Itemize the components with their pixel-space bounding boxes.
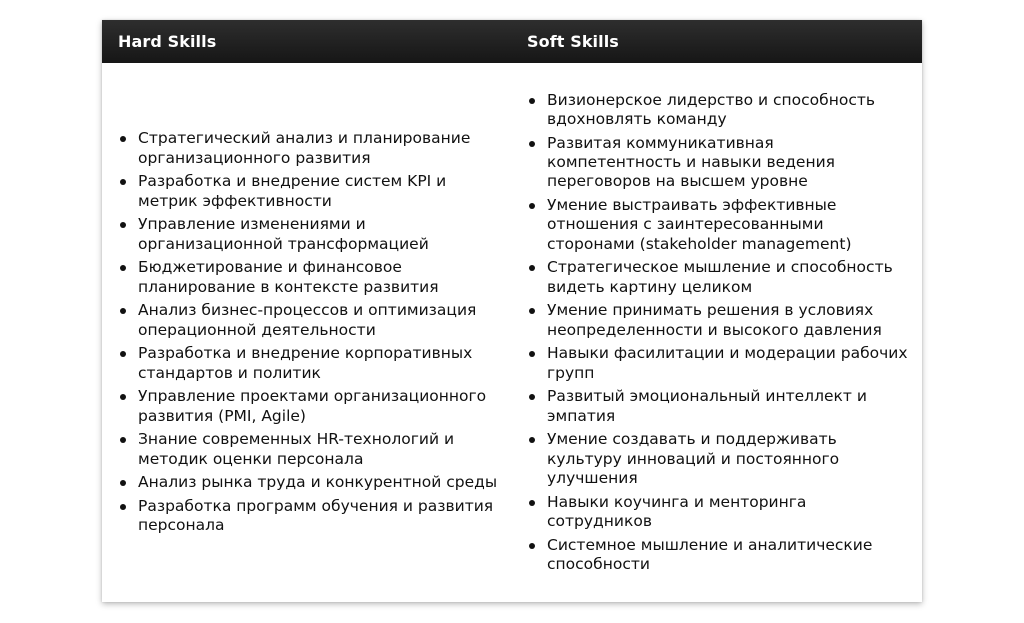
soft-skills-list (527, 91, 912, 574)
soft-skill-item: Умение принимать решения в условиях неопределенности и высокого давления (527, 301, 912, 340)
soft-skill-item: Развитая коммуникативная компетентность и навыки ведения переговоров на высшем уровне (527, 134, 912, 192)
hard-skill-item: Анализ бизнес-процессов и оптимизация операционной деятельности (118, 301, 504, 340)
soft-skill-item: Умение создавать и поддерживать культуру инноваций и постоянного улучшения (527, 430, 912, 488)
soft-skill-item: Системное мышление и аналитические способности (527, 536, 912, 575)
hard-skill-item: Бюджетирование и финансовое планирование в контексте развития (118, 258, 504, 297)
table-body (102, 63, 922, 602)
hard-skill-item: Стратегический анализ и планирование организационного развития (118, 129, 504, 168)
hard-skill-item: Управление проектами организационного развития (PMI, Agile) (118, 387, 504, 426)
soft-skill-item: Навыки фасилитации и модерации рабочих групп (527, 344, 912, 383)
skills-table (102, 20, 922, 602)
hard-skill-item: Управление изменениями и организационной трансформацией (118, 215, 504, 254)
soft-skills-column (512, 63, 922, 602)
soft-skills-header: Soft Skills (527, 32, 619, 51)
soft-skill-item: Навыки коучинга и менторинга сотрудников (527, 493, 912, 532)
soft-skill-item: Умение выстраивать эффективные отношения с заинтересованными сторонами (stakeholder management) (527, 196, 912, 254)
hard-skills-column (102, 63, 512, 602)
hard-skill-item: Разработка и внедрение систем KPI и метрик эффективности (118, 172, 504, 211)
hard-skill-item: Знание современных HR-технологий и методик оценки персонала (118, 430, 504, 469)
hard-skill-item: Анализ рынка труда и конкурентной среды (118, 473, 504, 492)
soft-skill-item: Стратегическое мышление и способность видеть картину целиком (527, 258, 912, 297)
soft-skill-item: Визионерское лидерство и способность вдохновлять команду (527, 91, 912, 130)
hard-skills-header: Hard Skills (118, 32, 217, 51)
soft-skill-item: Развитый эмоциональный интеллект и эмпатия (527, 387, 912, 426)
hard-skill-item: Разработка и внедрение корпоративных стандартов и политик (118, 344, 504, 383)
hard-skill-item: Разработка программ обучения и развития персонала (118, 497, 504, 536)
hard-skills-list (118, 129, 504, 535)
table-header (102, 20, 922, 63)
